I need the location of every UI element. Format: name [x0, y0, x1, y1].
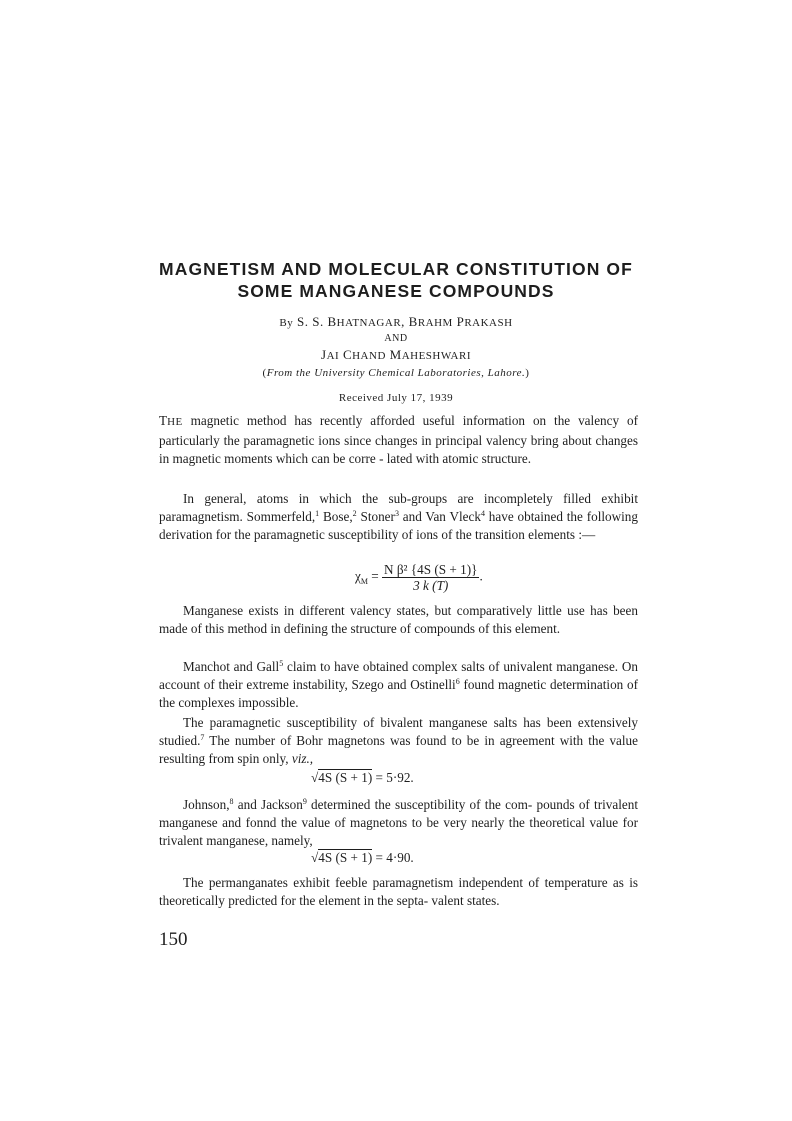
paragraph-7: The permanganates exhibit feeble paramagnetism independent of temperature as is theoretically predicted for the element in the septa- valent states. [159, 875, 638, 908]
paragraph-4: Manchot and Gall$^5$ claim to have obtained complex salts of univalent manganese. On account of their extreme instability, Szego and Ostinelli$^6$ found magnetic determination of the complexes impossible. [159, 659, 639, 710]
paragraph-5: The paramagnetic susceptibility of bivalent manganese salts has been extensively studied.$^7$ The number of Bohr magnetons was found to be in agreement with the value resulting from spin only, viz., [159, 715, 638, 766]
title-line-1: MAGNETISM AND MOLECULAR CONSTITUTION OF [159, 259, 633, 279]
affiliation: (From the University Chemical Laboratories, Lahore.) [262, 367, 530, 379]
equation-bivalent: √4S (S + 1) = 5·92. [311, 770, 414, 785]
equation-trivalent: √4S (S + 1) = 4·90. [311, 850, 414, 865]
paragraph-2: In general, atoms in which the sub-groups are incompletely filled exhibit paramagnetism. Sommerfeld,$^1$ Bose,$^2$ Stoner$^3$ and Van Vleck$^4$ have obtained the following derivation for the paramagnetic susceptibility of ions of the transition elements :— [159, 491, 638, 542]
paragraph-3: Manganese exists in different valency states, but comparatively little use has been made of this method in defining the structure of compounds of this element. [159, 603, 638, 636]
page-number: 150 [159, 929, 188, 950]
author-2: BRAHM PRAKASH [408, 314, 513, 329]
author-3: JAI CHAND MAHESHWARI [321, 347, 471, 362]
paragraph-6: Johnson,$^8$ and Jackson$^9$ determined the susceptibility of the com- pounds of trivalent manganese and fonnd the value of magnetons to be very nearly the theoretical value for trivalent manganese, namely, [159, 797, 638, 848]
by-label: By [279, 317, 294, 329]
received-date: Received July 17, 1939 [338, 392, 454, 404]
author-line: By S. S. BHATNAGAR, BRAHM PRAKASH [279, 314, 513, 329]
paper-title [130, 258, 662, 302]
paragraph-1: THE magnetic method has recently afforded useful information on the valency of particularly the paramagnetic ions since changes in principal valency bring about changes in magnetic moments which can be corre - lated with atomic structure. [159, 413, 638, 466]
author-1: S. S. BHATNAGAR [297, 314, 402, 329]
title-line-2: SOME MANGANESE COMPOUNDS [237, 281, 555, 301]
and-label: AND [384, 333, 408, 344]
equation-susceptibility: $\chi_M$ = $\frac{\text{N β² \{4S (S + 1)\}}}{3 k (T)}$ . [355, 562, 483, 593]
